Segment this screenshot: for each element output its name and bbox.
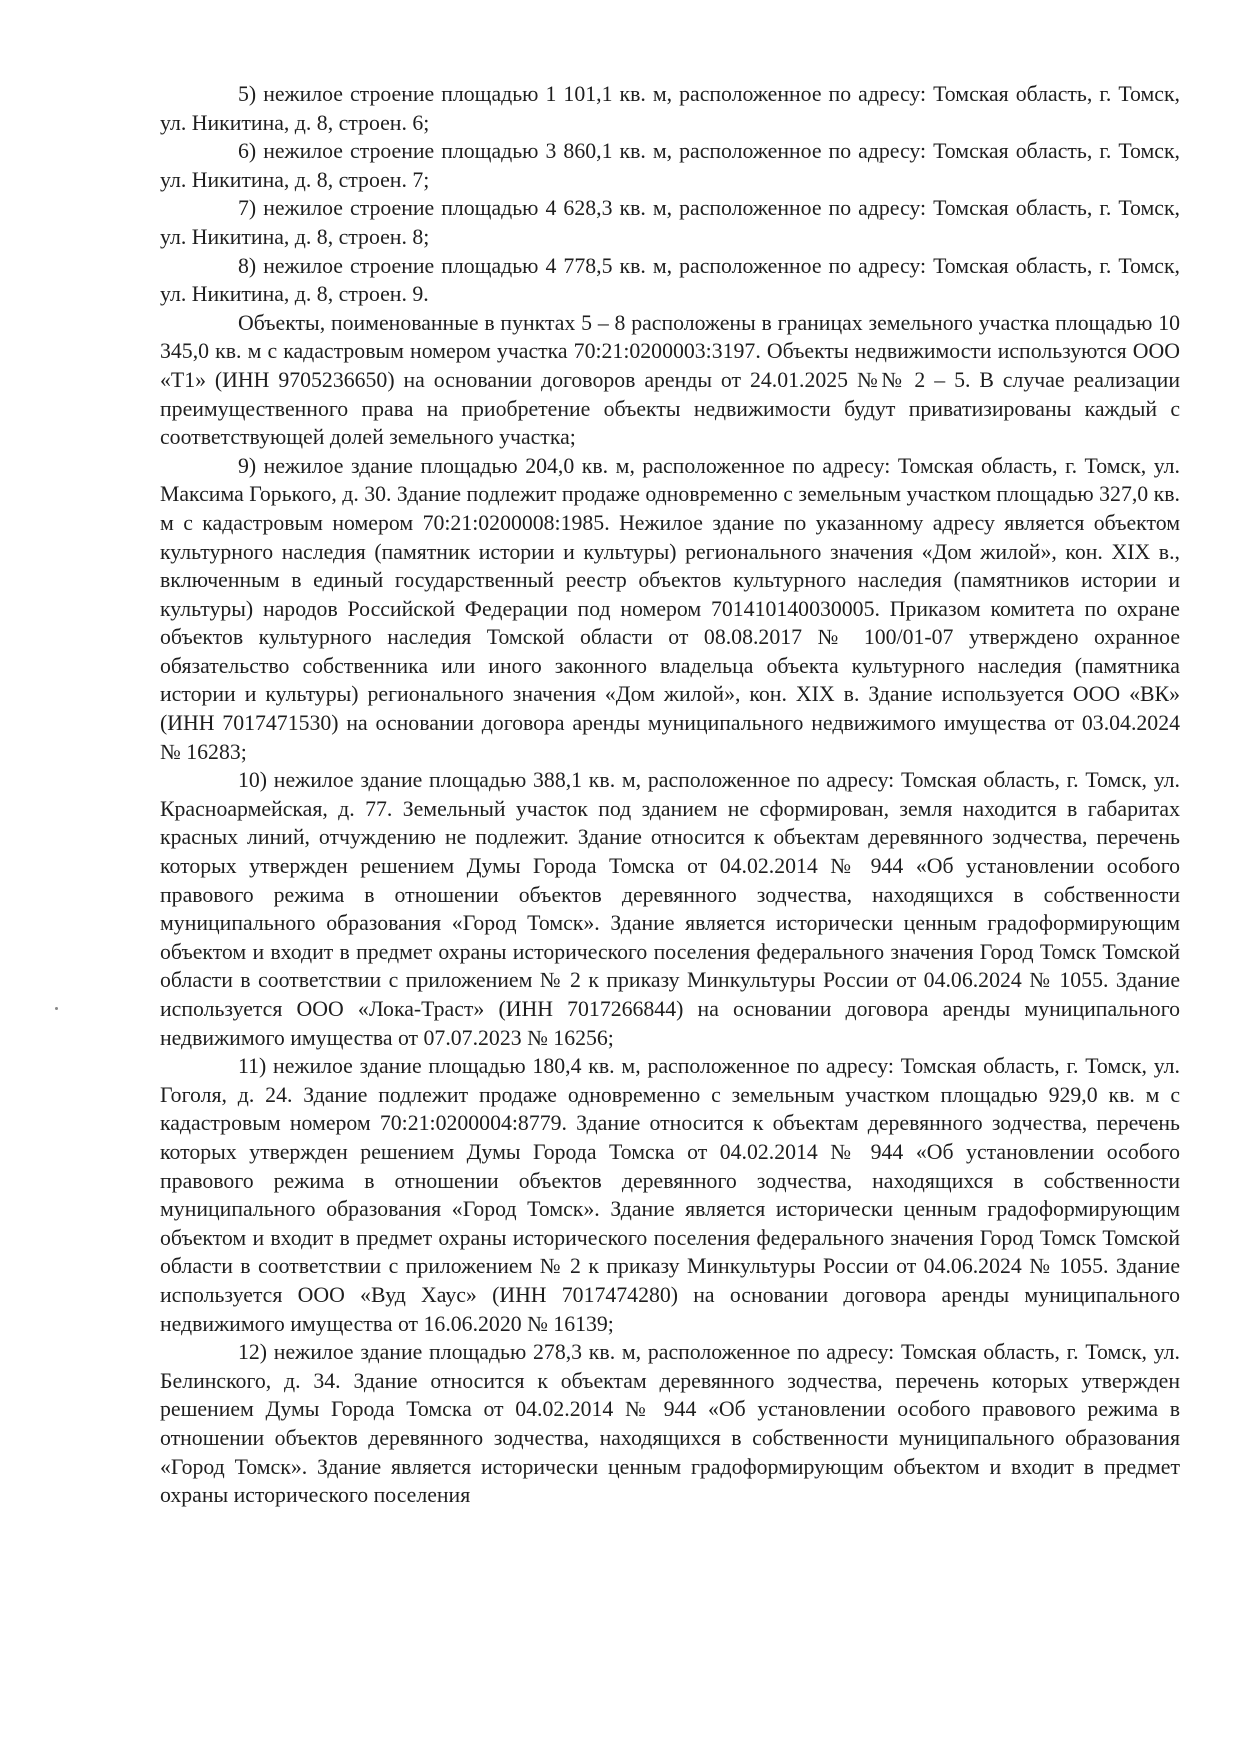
scan-artifact-dot	[55, 1007, 58, 1010]
item-8-paragraph: 8) нежилое строение площадью 4 778,5 кв. м, расположенное по адресу: Томская область, г. Томск, ул. Никитина, д. 8, строен. 9.	[160, 253, 1180, 307]
item-12-paragraph: 12) нежилое здание площадью 278,3 кв. м, расположенное по адресу: Томская область, г. Томск, ул. Белинского, д. 34. Здание относится к объектам деревянного зодчества, перечень которых утвержден решением Думы Города Томска от 04.02.2014 № 944 «Об установлении особого правового режима в отношении объектов деревянного зодчества, находящихся в собственности муниципального образования «Город Томск». Здание является исторически ценным градоформирующим объектом и входит в предмет охраны исторического поселения	[160, 1340, 1180, 1508]
item-11-paragraph: 11) нежилое здание площадью 180,4 кв. м, расположенное по адресу: Томская область, г. Томск, ул. Гоголя, д. 24. Здание подлежит продаже одновременно с земельным участком площадью 929,0 кв. м с кадастровым номером 70:21:0200004:8779. Здание относится к объектам деревянного зодчества, перечень которых утвержден решением Думы Города Томска от 04.02.2014 № 944 «Об установлении особого правового режима в отношении объектов деревянного зодчества, находящихся в собственности муниципального образования «Город Томск». Здание является исторически ценным градоформирующим объектом и входит в предмет охраны исторического поселения федерального значения Город Томск Томской области в соответствии с приложением № 2 к приказу Минкультуры России от 04.06.2024 № 1055. Здание используется ООО «Вуд Хаус» (ИНН 7017474280) на основании договора аренды муниципального недвижимого имущества от 16.06.2020 № 16139;	[160, 1054, 1180, 1336]
item-7-paragraph: 7) нежилое строение площадью 4 628,3 кв. м, расположенное по адресу: Томская область, г. Томск, ул. Никитина, д. 8, строен. 8;	[160, 196, 1180, 249]
item-9-paragraph: 9) нежилое здание площадью 204,0 кв. м, расположенное по адресу: Томская область, г. Томск, ул. Максима Горького, д. 30. Здание подлежит продаже одновременно с земельным участком площадью 327,0 кв. м с кадастровым номером 70:21:0200008:1985. Нежилое здание по указанному адресу является объектом культурного наследия (памятник истории и культуры) регионального значения «Дом жилой», кон. XIX в., включенным в единый государственный реестр объектов культурного наследия (памятников истории и культуры) народов Российской Федерации под номером 701410140030005. Приказом комитета по охране объектов культурного наследия Томской области от 08.08.2017 № 100/01-07 утверждено охранное обязательство собственника или иного законного владельца объекта культурного наследия (памятника истории и культуры) регионального значения «Дом жилой», кон. XIX в. Здание используется ООО «ВК» (ИНН 7017471530) на основании договора аренды муниципального недвижимого имущества от 03.04.2024 № 16283;	[160, 453, 1180, 764]
document-page	[160, 80, 1180, 1510]
objects-5-8-note-paragraph: Объекты, поименованные в пунктах 5 – 8 расположены в границах земельного участка площадью 10 345,0 кв. м с кадастровым номером участка 70:21:0200003:3197. Объекты недвижимости используются ООО «Т1» (ИНН 9705236650) на основании договоров аренды от 24.01.2025 №№ 2 – 5. В случае реализации преимущественного права на приобретение объекты недвижимости будут приватизированы каждый с соответствующей долей земельного участка;	[160, 310, 1180, 450]
item-5-paragraph: 5) нежилое строение площадью 1 101,1 кв. м, расположенное по адресу: Томская область, г. Томск, ул. Никитина, д. 8, строен. 6;	[160, 82, 1180, 135]
item-6-paragraph: 6) нежилое строение площадью 3 860,1 кв. м, расположенное по адресу: Томская область, г. Томск, ул. Никитина, д. 8, строен. 7;	[160, 139, 1180, 192]
item-10-paragraph: 10) нежилое здание площадью 388,1 кв. м, расположенное по адресу: Томская область, г. Томск, ул. Красноармейская, д. 77. Земельный участок под зданием не сформирован, земля находится в габаритах красных линий, отчуждению не подлежит. Здание относится к объектам деревянного зодчества, перечень которых утвержден решением Думы Города Томска от 04.02.2014 № 944 «Об установлении особого правового режима в отношении объектов деревянного зодчества, находящихся в собственности муниципального образования «Город Томск». Здание является исторически ценным градоформирующим объектом и входит в предмет охраны исторического поселения федерального значения Город Томск Томской области в соответствии с приложением № 2 к приказу Минкультуры России от 04.06.2024 № 1055. Здание используется ООО «Лока-Траст» (ИНН 7017266844) на основании договора аренды муниципального недвижимого имущества от 07.07.2023 № 16256;	[160, 768, 1180, 1050]
